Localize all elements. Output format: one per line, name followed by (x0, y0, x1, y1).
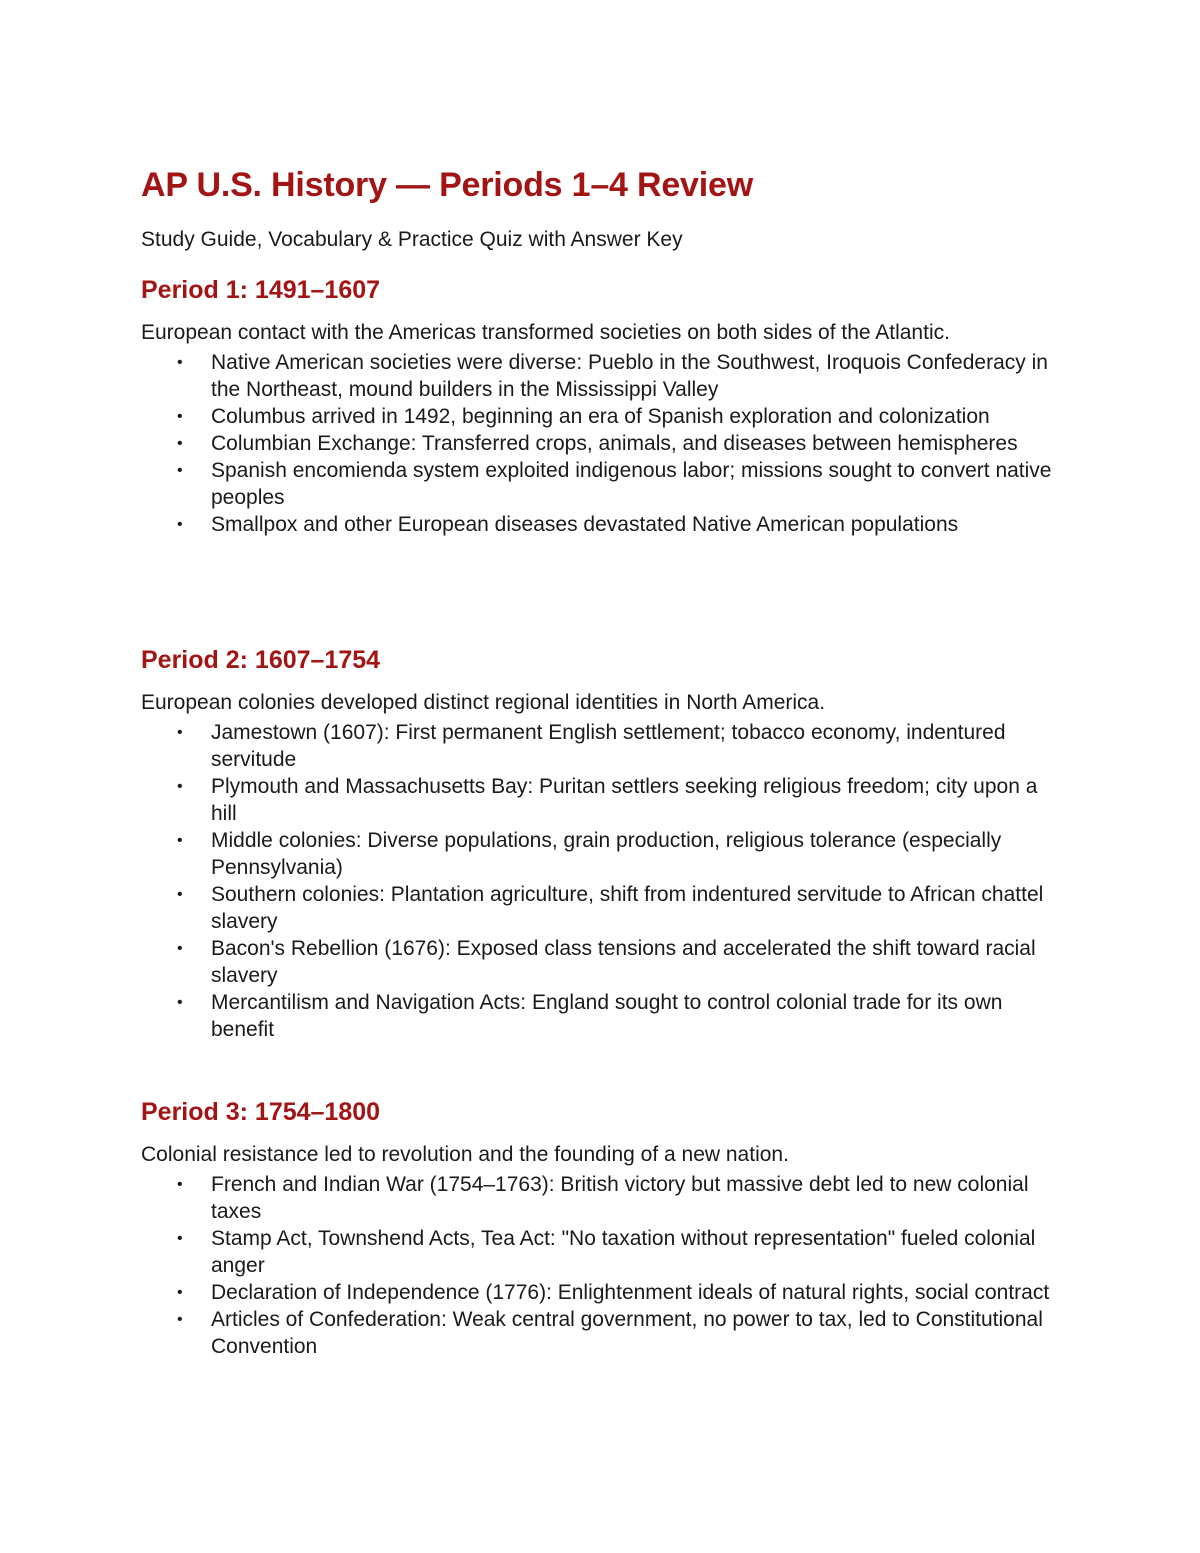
section-heading: Period 2: 1607–1754 (141, 646, 381, 674)
section-heading: Period 1: 1491–1607 (141, 276, 381, 304)
list-item-text: Southern colonies: Plantation agriculture, shift from indentured servitude to African chattel slavery (211, 883, 1044, 933)
list-item (141, 511, 1061, 538)
list-item (141, 1171, 1061, 1225)
bullet-icon: • (177, 994, 183, 1011)
section-period-1 (141, 273, 1061, 538)
bullet-list (141, 1171, 1061, 1360)
bullet-icon: • (177, 1284, 183, 1301)
list-item (141, 1225, 1061, 1279)
bullet-icon: • (177, 462, 183, 479)
bullet-icon: • (177, 886, 183, 903)
list-item (141, 403, 1061, 430)
bullet-icon: • (177, 408, 183, 425)
document-subtitle: Study Guide, Vocabulary & Practice Quiz with Answer Key (141, 228, 683, 251)
list-item-text: Middle colonies: Diverse populations, grain production, religious tolerance (especially Pennsylvania) (211, 829, 1002, 879)
list-item-text: Bacon's Rebellion (1676): Exposed class tensions and accelerated the shift toward racial slavery (211, 937, 1036, 987)
list-item (141, 1306, 1061, 1360)
bullet-icon: • (177, 1176, 183, 1193)
list-item-text: Columbus arrived in 1492, beginning an era of Spanish exploration and colonization (211, 405, 990, 428)
bullet-icon: • (177, 724, 183, 741)
list-item (141, 430, 1061, 457)
list-item (141, 719, 1061, 773)
bullet-list (141, 719, 1061, 1043)
list-item-text: Spanish encomienda system exploited indigenous labor; missions sought to convert native peoples (211, 459, 1052, 509)
list-item (141, 1279, 1061, 1306)
list-item-text: Plymouth and Massachusetts Bay: Puritan settlers seeking religious freedom; city upon a hill (211, 775, 1038, 825)
list-item (141, 935, 1061, 989)
list-item (141, 827, 1061, 881)
list-item-text: Smallpox and other European diseases devastated Native American populations (211, 513, 959, 536)
list-item (141, 349, 1061, 403)
list-item-text: Declaration of Independence (1776): Enlightenment ideals of natural rights, social contract (211, 1281, 1050, 1304)
bullet-icon: • (177, 354, 183, 371)
list-item (141, 457, 1061, 511)
document-page (141, 160, 1061, 1358)
bullet-icon: • (177, 1230, 183, 1247)
section-intro: European contact with the Americas transformed societies on both sides of the Atlantic. (141, 321, 950, 344)
list-item-text: Mercantilism and Navigation Acts: England sought to control colonial trade for its own benefit (211, 991, 1003, 1041)
bullet-icon: • (177, 940, 183, 957)
document-title: AP U.S. History — Periods 1–4 Review (141, 166, 753, 204)
list-item-text: Jamestown (1607): First permanent English settlement; tobacco economy, indentured servitude (211, 721, 1006, 771)
bullet-icon: • (177, 778, 183, 795)
list-item-text: French and Indian War (1754–1763): British victory but massive debt led to new colonial taxes (211, 1173, 1029, 1223)
list-item-text: Stamp Act, Townshend Acts, Tea Act: "No taxation without representation" fueled colonial anger (211, 1227, 1036, 1277)
bullet-icon: • (177, 832, 183, 849)
list-item-text: Articles of Confederation: Weak central government, no power to tax, led to Constitutional Convention (211, 1308, 1043, 1358)
section-heading: Period 3: 1754–1800 (141, 1098, 381, 1126)
list-item-text: Native American societies were diverse: Pueblo in the Southwest, Iroquois Confederacy in the Northeast, mound builders in the Mississippi Valley (211, 351, 1048, 401)
list-item (141, 989, 1061, 1043)
section-period-2 (141, 643, 1061, 1043)
list-item (141, 881, 1061, 935)
list-item (141, 773, 1061, 827)
bullet-icon: • (177, 1311, 183, 1328)
bullet-list (141, 349, 1061, 538)
section-period-3 (141, 1095, 1061, 1360)
section-intro: Colonial resistance led to revolution and the founding of a new nation. (141, 1143, 789, 1166)
section-intro: European colonies developed distinct regional identities in North America. (141, 691, 826, 714)
bullet-icon: • (177, 435, 183, 452)
list-item-text: Columbian Exchange: Transferred crops, animals, and diseases between hemispheres (211, 432, 1018, 455)
bullet-icon: • (177, 516, 183, 533)
